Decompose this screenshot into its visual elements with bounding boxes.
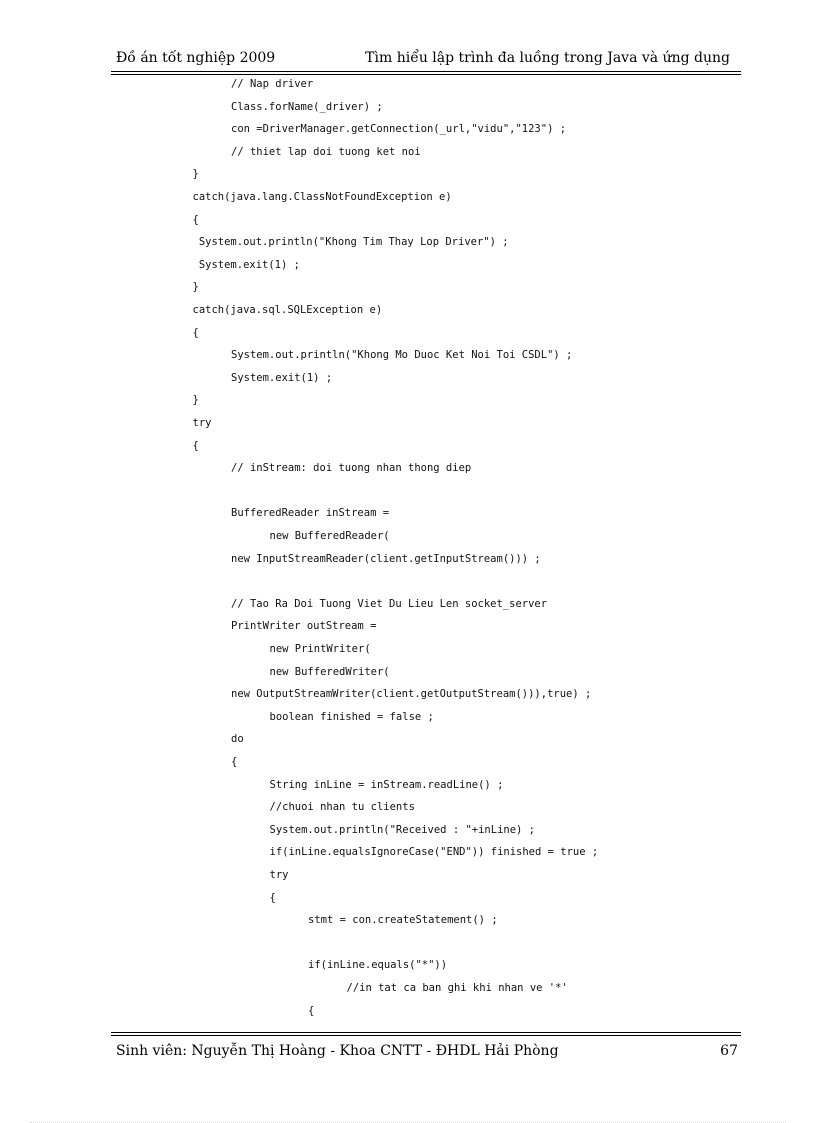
- code-line: catch(java.lang.ClassNotFoundException e): [192, 191, 452, 203]
- code-line: System.out.println("Khong Mo Duoc Ket Noi Toi CSDL") ;: [231, 349, 573, 362]
- code-line: {: [269, 891, 276, 904]
- code-line: try: [269, 869, 289, 881]
- code-line: // Tao Ra Doi Tuong Viet Du Lieu Len socket_server: [231, 597, 548, 610]
- code-line: // inStream: doi tuong nhan thong diep: [231, 462, 472, 475]
- code-line: {: [231, 756, 238, 768]
- code-line: if(inLine.equals("*")): [308, 959, 448, 972]
- code-line: try: [192, 417, 212, 429]
- code-line: catch(java.sql.SQLException e): [192, 304, 383, 316]
- code-line: stmt = con.createStatement() ;: [308, 914, 498, 927]
- code-line: new PrintWriter(: [269, 643, 371, 655]
- code-line: System.exit(1) ;: [231, 371, 333, 384]
- code-line: }: [192, 394, 199, 407]
- page-footer: [116, 1043, 738, 1063]
- code-line: new BufferedReader(: [269, 530, 390, 542]
- code-line: Class.forName(_driver) ;: [231, 100, 383, 113]
- code-line: String inLine = inStream.readLine() ;: [269, 778, 504, 791]
- code-line: System.out.println("Khong Tim Thay Lop Driver") ;: [192, 236, 509, 249]
- footer-author: Sinh viên: Nguyễn Thị Hoàng - Khoa CNTT - ĐHDL Hải Phòng: [116, 1043, 559, 1059]
- code-line: con =DriverManager.getConnection(_url,"vidu","123") ;: [231, 123, 567, 136]
- code-line: PrintWriter outStream =: [231, 620, 377, 633]
- code-line: System.exit(1) ;: [192, 258, 300, 271]
- code-line: new BufferedWriter(: [269, 665, 390, 678]
- code-line: {: [192, 439, 199, 452]
- code-line: do: [231, 733, 244, 746]
- code-line: //in tat ca ban ghi khi nhan ve '*': [346, 982, 568, 994]
- header-rule-bottom: [111, 74, 741, 75]
- code-line: new InputStreamReader(client.getInputStream())) ;: [231, 552, 541, 565]
- page-number: 67: [720, 1043, 738, 1059]
- header-document-title: Đồ án tốt nghiệp 2009: [116, 50, 276, 66]
- code-line: // thiet lap doi tuong ket noi: [231, 145, 421, 158]
- page-header: [116, 50, 730, 70]
- code-line: {: [308, 1004, 315, 1017]
- code-line: BufferedReader inStream =: [231, 507, 390, 520]
- code-line: System.out.println("Received : "+inLine) ;: [269, 823, 536, 836]
- code-line: {: [192, 326, 199, 339]
- code-line: }: [192, 168, 199, 181]
- footer-rule-top: [111, 1032, 741, 1033]
- footer-rule-bottom: [111, 1035, 741, 1036]
- code-line: // Nap driver: [231, 78, 314, 90]
- code-line: //chuoi nhan tu clients: [269, 801, 415, 814]
- code-line: new OutputStreamWriter(client.getOutputStream())),true) ;: [231, 688, 592, 701]
- code-line: boolean finished = false ;: [269, 710, 434, 723]
- header-rule-top: [111, 71, 741, 72]
- code-line: if(inLine.equalsIgnoreCase("END")) finished = true ;: [269, 846, 599, 859]
- code-line: }: [192, 281, 199, 294]
- code-line: {: [192, 213, 199, 226]
- header-topic-title: Tìm hiểu lập trình đa luồng trong Java và ứng dụng: [365, 50, 730, 66]
